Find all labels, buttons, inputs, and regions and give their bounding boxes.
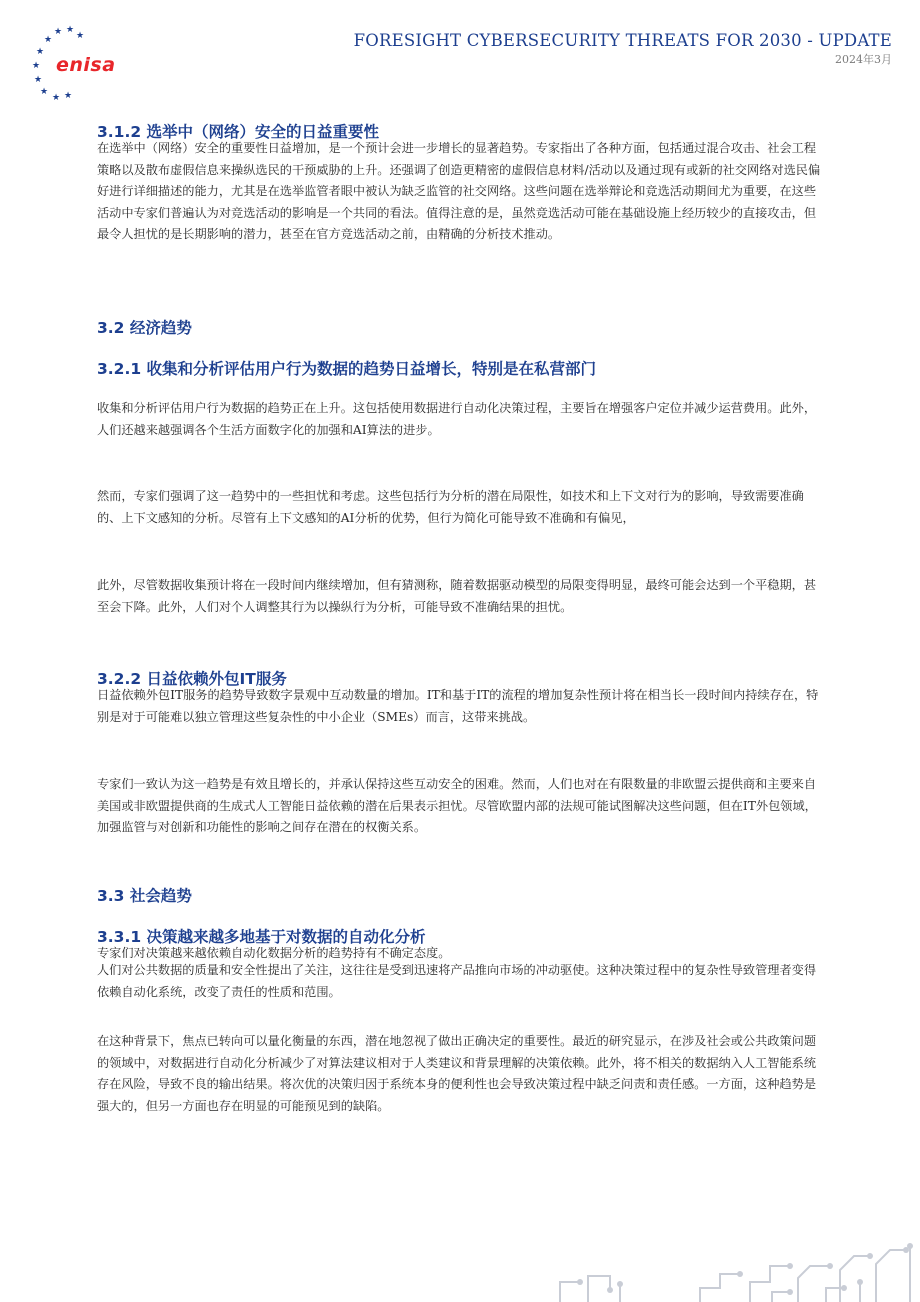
- document-date: 2024年3月: [835, 53, 892, 66]
- section-paragraph: 日益依赖外包IT服务的趋势导致数字景观中互动数量的增加。IT和基于IT的流程的增加复杂性预计将在相当长一段时间内持续存在，特别是对于可能难以独立管理这些复杂性的中小企业（SMEs）而言，这带来挑战。: [97, 688, 819, 724]
- section-heading-3-3-1: 3.3.1 决策越来越多地基于对数据的自动化分析: [97, 928, 426, 946]
- section-heading-3-2-2: 3.2.2 日益依赖外包IT服务: [97, 670, 287, 688]
- eu-star-icon: ★: [76, 31, 85, 41]
- eu-star-icon: ★: [66, 25, 75, 35]
- eu-star-icon: ★: [34, 75, 43, 85]
- section-heading-3-1-2: 3.1.2 选举中（网络）安全的日益重要性: [97, 123, 380, 141]
- section-paragraph: 然而，专家们强调了这一趋势中的一些担忧和考虑。这些包括行为分析的潜在局限性，如技术和上下文对行为的影响，导致需要准确的、上下文感知的分析。尽管有上下文感知的AI分析的优势，但行为简化可能导致不准确和有偏见，: [97, 489, 804, 525]
- eu-star-icon: ★: [40, 87, 49, 97]
- eu-star-icon: ★: [54, 27, 63, 37]
- enisa-logo: [26, 26, 118, 102]
- section-paragraph: 收集和分析评估用户行为数据的趋势正在上升。这包括使用数据进行自动化决策过程，主要旨在增强客户定位并减少运营费用。此外，人们还越来越强调各个生活方面数字化的加强和AI算法的进步。: [97, 401, 817, 437]
- section-paragraph: 在这种背景下，焦点已转向可以量化衡量的东西，潜在地忽视了做出正确决定的重要性。最近的研究显示，在涉及社会或公共政策问题的领域中，对数据进行自动化分析减少了对算法建议相对于人类建议和背景理解的决策依赖。此外，将不相关的数据纳入人工智能系统存在风险，导致不良的输出结果。将次优的决策归因于系统本身的便利性也会导致决策过程中缺乏问责和责任感。一方面，这种趋势是强大的，但另一方面也存在明显的可能预见到的缺陷。: [97, 1034, 817, 1113]
- section-paragraph: 专家们对决策越来越依赖自动化数据分析的趋势持有不确定态度。: [97, 946, 451, 960]
- eu-star-icon: ★: [52, 93, 61, 103]
- section-paragraph: 此外，尽管数据收集预计将在一段时间内继续增加，但有猜测称，随着数据驱动模型的局限变得明显，最终可能会达到一个平稳期，甚至会下降。此外，人们对个人调整其行为以操纵行为分析，可能导致不准确结果的担忧。: [97, 578, 817, 614]
- section-heading-3-3: 3.3 社会趋势: [97, 887, 192, 905]
- section-heading-3-2-1: 3.2.1 收集和分析评估用户行为数据的趋势日益增长，特别是在私营部门: [97, 360, 597, 378]
- circuit-decoration-icon: [540, 1230, 920, 1302]
- logo-wordmark: enisa: [56, 54, 116, 76]
- section-heading-3-2: 3.2 经济趋势: [97, 319, 192, 337]
- document-title: FORESIGHT CYBERSECURITY THREATS FOR 2030 - UPDATE: [353, 31, 892, 50]
- eu-star-icon: ★: [36, 47, 45, 57]
- eu-star-icon: ★: [64, 91, 73, 101]
- eu-star-icon: ★: [44, 35, 53, 45]
- section-paragraph: 专家们一致认为这一趋势是有效且增长的，并承认保持这些互动安全的困难。然而，人们也对在有限数量的非欧盟云提供商和主要来自美国或非欧盟提供商的生成式人工智能日益依赖的潜在后果表示担忧。尽管欧盟内部的法规可能试图解决这些问题，但在IT外包领域，加强监管与对创新和功能性的影响之间存在潜在的权衡关系。: [97, 777, 817, 835]
- eu-star-icon: ★: [32, 61, 41, 71]
- section-paragraph: 在选举中（网络）安全的重要性日益增加，是一个预计会进一步增长的显著趋势。专家指出了各种方面，包括通过混合攻击、社会工程策略以及散布虚假信息来操纵选民的干预威胁的上升。还强调了创造更精密的虚假信息材料/活动以及通过现有或新的社交网络对选民偏好进行详细描述的能力，尤其是在选举监管者眼中被认为缺乏监管的社交网络。这些问题在选举辩论和竞选活动期间尤为重要，在这些活动中专家们普遍认为对竞选活动的影响是一个共同的看法。值得注意的是，虽然竞选活动可能在基础设施上经历较少的直接攻击，但最令人担忧的是长期影响的潜力，甚至在官方竞选活动之前，由精确的分析技术推动。: [97, 141, 821, 242]
- section-paragraph: 人们对公共数据的质量和安全性提出了关注，这往往是受到迅速将产品推向市场的冲动驱使。这种决策过程中的复杂性导致管理者变得依赖自动化系统，改变了责任的性质和范围。: [97, 963, 817, 999]
